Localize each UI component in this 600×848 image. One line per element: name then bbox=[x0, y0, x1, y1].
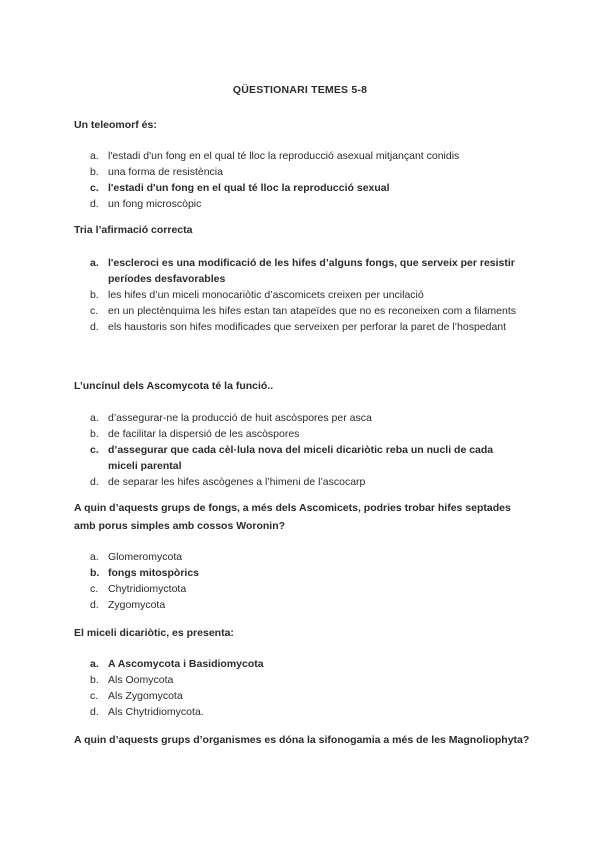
options-list-2 bbox=[90, 255, 520, 335]
option-1c: c. l'estadi d'un fong en el qual té lloc la reproducció sexual bbox=[90, 182, 390, 194]
question-1: Un teleomorf és: bbox=[74, 119, 157, 131]
option-5c: c. Als Zygomycota bbox=[90, 690, 183, 702]
option-1d: d. un fong microscòpic bbox=[90, 198, 202, 210]
option-3c: c. d’assegurar que cada cèl·lula nova del miceli dicariòtic reba un nucli de cada miceli parental bbox=[90, 444, 494, 472]
option-2c: c. en un plectènquima les hifes estan tan atapeïdes que no es reconeixen com a filaments bbox=[90, 305, 517, 317]
option-4c: c. Chytridiomyctota bbox=[90, 583, 187, 595]
option-4d: d. Zygomycota bbox=[90, 599, 166, 611]
option-1a: a. l'estadi d'un fong en el qual té lloc la reproducció asexual mitjançant conidis bbox=[90, 150, 460, 162]
option-1b: b. una forma de resistència bbox=[90, 166, 223, 178]
options-list-5 bbox=[90, 656, 520, 720]
option-4b: b. fongs mitospòrics bbox=[90, 567, 200, 579]
question-5: El miceli dicariòtic, es presenta: bbox=[74, 627, 234, 639]
option-5a: a. A Ascomycota i Basidiomycota bbox=[90, 658, 264, 670]
question-3: L’uncínul dels Ascomycota té la funció.. bbox=[74, 380, 274, 392]
question-2: Tria l’afirmació correcta bbox=[74, 224, 193, 236]
option-3d: d. de separar les hifes ascògenes a l’himeni de l’ascocarp bbox=[90, 476, 366, 488]
option-2d: d. els haustoris son hifes modificades que serveixen per perforar la paret de l’hospedant bbox=[90, 321, 507, 333]
options-list-4 bbox=[90, 549, 520, 613]
option-5b: b. Als Oomycota bbox=[90, 674, 174, 686]
option-4a: a. Glomeromycota bbox=[90, 551, 183, 563]
document-title: QÜESTIONARI TEMES 5-8 bbox=[232, 84, 368, 96]
question-4: A quin d’aquests grups de fongs, a més dels Ascomicets, podries trobar hifes septades amb porus simples amb cossos Woronin? bbox=[74, 502, 511, 532]
options-list-1 bbox=[90, 148, 520, 212]
option-2b: b. les hifes d’un miceli monocariòtic d’ascomicets creixen per uncilació bbox=[90, 289, 424, 301]
option-3a: a. d’assegurar-ne la producció de huit ascòspores per asca bbox=[90, 412, 372, 424]
options-list-3 bbox=[90, 410, 520, 490]
option-5d: d. Als Chytridiomycota. bbox=[90, 706, 204, 718]
option-2a: a. l'escleroci es una modificació de les hifes d’alguns fongs, que serveix per resistir períodes desfavorables bbox=[90, 257, 515, 285]
question-6: A quin d’aquests grups d’organismes es dóna la sifonogamia a més de les Magnoliophyta? bbox=[74, 734, 530, 746]
option-3b: b. de facilitar la dispersió de les ascòspores bbox=[90, 428, 300, 440]
